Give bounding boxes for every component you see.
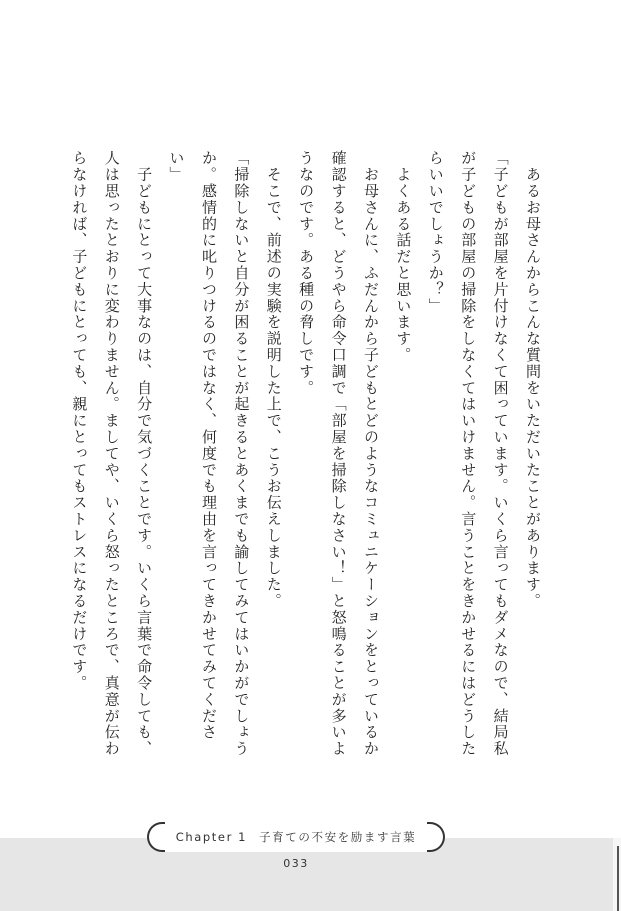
paragraph: あるお母さんからこんな質問をいただいたことがあります。 [524,150,542,610]
paragraph: よくある話だと思います。 [394,150,413,364]
paragraph: そこで、前述の実験を説明した上で、こうお伝えしました。 [264,150,283,610]
page-edge-line [617,846,619,911]
chapter-title: 子育ての不安を励ます言葉 [259,830,417,844]
body-text [63,150,549,762]
paragraph: 子どもにとって大事なのは、自分で気づくことです。いくら言葉で命令しても、人は思ったとおりに変わりません。ましてや、いくら怒ったところで、真意が伝わらなければ、子どもにとっても、親にとってもストレスになるだけです。 [70,150,154,757]
paragraph: 「子どもが部屋を片付けなくて困っています。いくら言ってもダメなので、結局私が子どもの部屋の掃除をしなくてはいけません。言うことをきかせるにはどうしたらいいでしょうか？」 [426,150,510,757]
chapter-label: Chapter 1 [175,830,248,844]
chapter-heading [147,822,445,852]
page-number: 033 [283,857,309,870]
chapter-text [176,829,417,845]
paragraph: 「掃除しないと自分が困ることが起きるとあくまでも諭してみてはいかがでしょうか。感情的に叱りつけるのではなく、何度でも理由を言ってきかせてみてください」 [167,150,251,757]
paragraph: お母さんに、ふだんから子どもとどのようなコミュニケーションをとっているか確認すると、どうやら命令口調で「部屋を掃除しなさい！」と怒鳴ることが多いようなのです。ある種の脅しです。 [297,150,380,757]
